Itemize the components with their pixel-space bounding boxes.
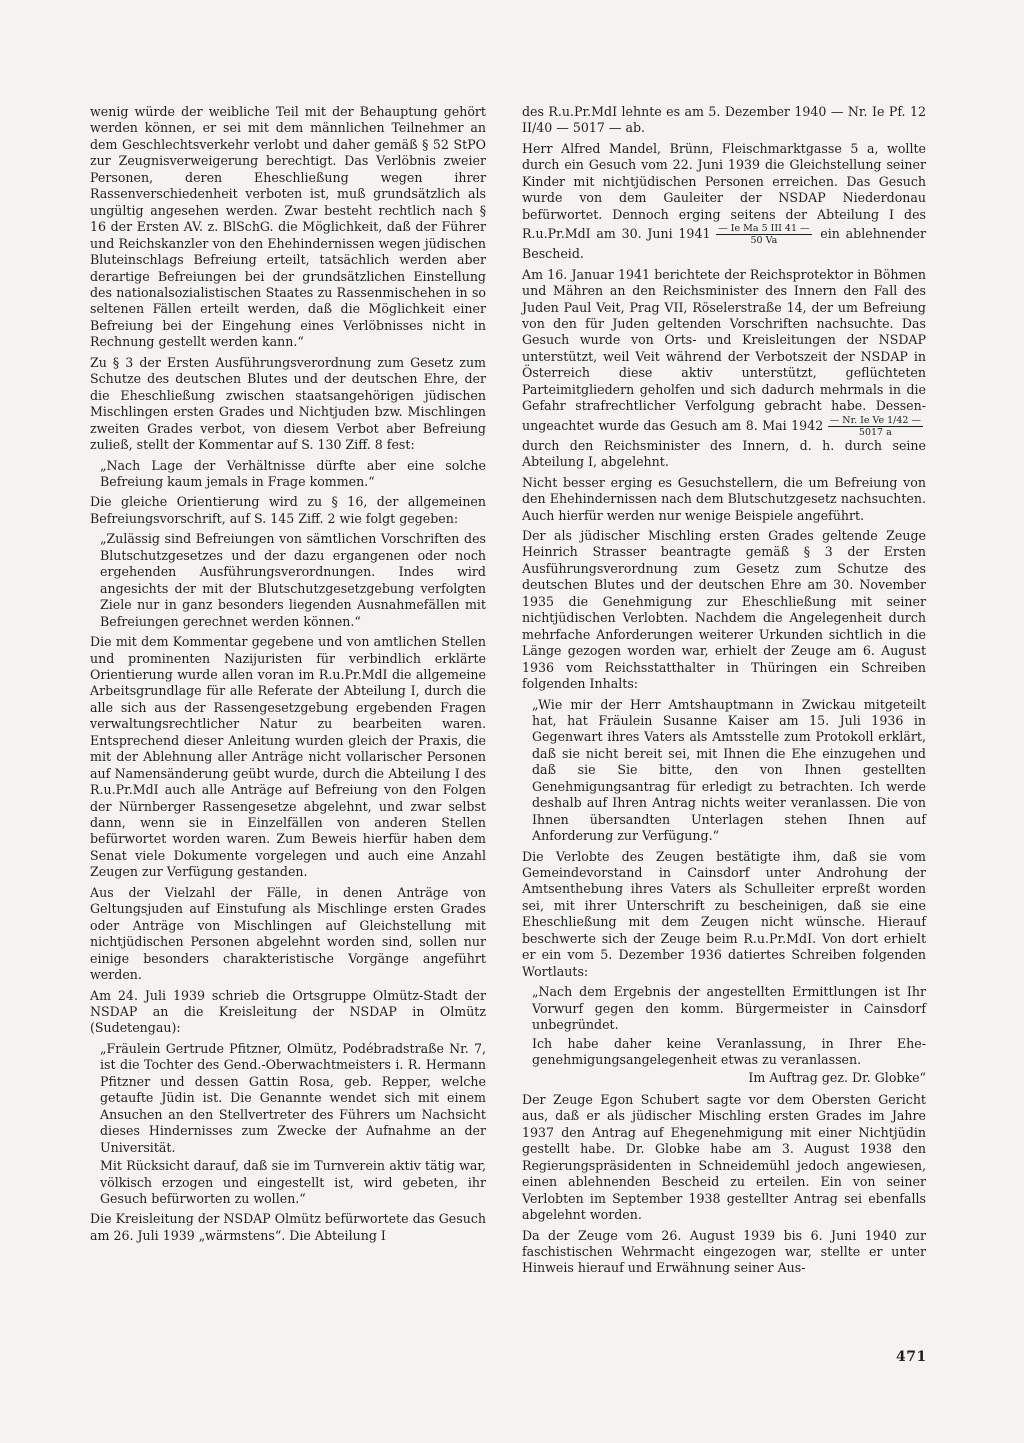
right-column bbox=[522, 104, 926, 1281]
quotation: Mit Rücksicht darauf, daß sie im Turnverein aktiv tätig war, völkisch erzogen und eingestellt ist, wird gebeten, ihr Gesuch befürworten zu wollen.“ bbox=[100, 1158, 486, 1206]
paragraph: Die gleiche Orientierung wird zu § 16, der allgemeinen Befreiungsvorschrift, auf S. 145 Ziff. 2 wie folgt gegeben: bbox=[90, 494, 486, 526]
paragraph: Der als jüdischer Mischling ersten Grades geltende Zeuge Heinrich Strasser beantragte gemäß § 3 der Ersten Ausführungsverordnung zum Gesetz zum Schutze des deutschen Blutes und der deutschen Ehre am 30. November 1935 die Genehmigung zur Eheschließung mit seiner nichtjüdischen Verlobten. Nachdem die Angelegenheit durch mehrfache Anforderungen weiterer Urkunden sichtlich in die Länge gezogen worden war, erhielt der Zeuge am 6. August 1936 vom Reichsstatthalter in Thüringen ein Schreiben folgenden Inhalts: bbox=[522, 527, 926, 692]
file-reference bbox=[828, 415, 923, 438]
quotation: „Wie mir der Herr Amtshauptmann in Zwickau mitgeteilt hat, hat Fräulein Susanne Kaiser am 15. Juli 1936 in Gegenwart ihres Vaters als Amtsstelle zum Protokoll erklärt, daß sie nicht bereit sei, mit Ihnen die Ehe einzugehen und daß sie Sie bitte, den von Ihnen gestellten Genehmigungsantrag für erledigt zu betrachten. Ich werde deshalb auf Ihren Antrag nichts weiter veranlassen. Die von Ihnen übersandten Unterlagen stehen Ihnen auf Anforderung zur Verfügung.“ bbox=[532, 696, 926, 844]
quotation: Ich habe daher keine Veranlassung, in Ihrer Ehegenehmigungsangelegenheit etwas zu veranlassen. bbox=[532, 1035, 926, 1068]
paragraph-text: Am 16. Januar 1941 berichtete der Reichsprotektor in Böhmen und Mähren an den Reichsminister des Innern den Fall des Juden Paul Veit, Prag VII, Röselerstraße 14, der um Befreiung von den für Juden geltenden Vorschriften nachsuchte. Das Gesuch wurde von Orts- und Kreisleitungen der NSDAP unterstützt, weil Veit während der Verbotszeit der NSDAP in Österreich diese aktiv unterstützt, geflüchteten Parteimitgliedern geholfen und sich dadurch mehrmals in die Gefahr strafrechtlicher Verfolgung gebracht habe. Dessenungeachtet wurde das Gesuch am 8. Mai 1942 bbox=[522, 266, 926, 433]
paragraph: Die mit dem Kommentar gegebene und von amtlichen Stellen und prominenten Nazijuristen für verbindlich erklärte Orientierung wurde allen voran im R.u.Pr.MdI die allgemeine Arbeitsgrundlage für alle Referate der Abteilung I, durch die alle sich aus der Rassengesetzgebung ergebenden Fragen verwaltungsrechtlicher Natur zu bearbeiten waren. Entsprechend dieser Anleitung wurden gleich der Praxis, die mit der Ablehnung aller Anträge nicht vollarischer Personen auf Namensänderung geübt wurde, durch die Abteilung I des R.u.Pr.MdI auch alle Anträge auf Befreiung von den Folgen der Nürnberger Rassengesetze abgelehnt, und zwar selbst dann, wenn sie in Einzelfällen von anderen Stellen befürwortet worden waren. Zum Beweis hierfür haben dem Senat viele Dokumente vorgelegen und auch eine Anzahl Zeugen zur Verfügung gestanden. bbox=[90, 634, 486, 880]
paragraph: Nicht besser erging es Gesuchstellern, die um Befreiung von den Ehehindernissen nach dem Blutschutzgesetz nachsuchten. Auch hierfür werden nur wenige Beispiele angeführt. bbox=[522, 474, 926, 523]
signature-line: Im Auftrag gez. Dr. Globke“ bbox=[748, 1070, 926, 1086]
paragraph: Da der Zeuge vom 26. August 1939 bis 6. Juni 1940 zur faschistischen Wehrmacht eingezogen war, stellte er unter Hinweis hierauf und Erwähnung seiner Aus- bbox=[522, 1227, 926, 1276]
paragraph-text: durch den Reichsminister des Innern, d. h. durch seine Abteilung I, abgelehnt. bbox=[522, 437, 926, 470]
paragraph bbox=[522, 267, 926, 471]
file-reference-suffix: 5017 a bbox=[858, 426, 892, 438]
paragraph: Die Verlobte des Zeugen bestätigte ihm, daß sie vom Gemeindevorstand in Cainsdorf unter Androhung der Amtsenthebung ihres Vaters als Schulleiter erpreßt worden sei, mit ihrer Unterschrift zu bescheinigen, daß sie eine Eheschließung mit dem Zeugen nicht wünsche. Hierauf beschwerte sich der Zeuge beim R.u.Pr.MdI. Von dort erhielt er ein vom 5. Dezember 1936 datiertes Schreiben folgenden Wortlauts: bbox=[522, 848, 926, 979]
paragraph: wenig würde der weibliche Teil mit der Behauptung gehört werden können, er sei mit dem männlichen Teilnehmer an dem Geschlechtsverkehr verlobt und daher gemäß § 52 StPO zur Zeugnisverweigerung berechtigt. Das Verlöbnis zweier Personen, deren Eheschließung wegen ihrer Rassenverschiedenheit verboten ist, muß grundsätzlich als ungültig angesehen werden. Zwar besteht rechtlich nach § 16 der Ersten AV. z. BlSchG. die Möglichkeit, daß der Führer und Reichskanzler von den Ehehindernissen wegen jüdischen Bluteinschlags Befreiung erteilt, tatsächlich werden aber derartige Befreiungen bei der grundsätzlichen Einstellung des nationalsozialistischen Staates zu Rassenmischehen in so seltenen Fällen erteilt werden, daß die Möglichkeit einer Befreiung bei der Eingehung eines Verlöbnisses nicht in Rechnung gestellt werden kann.“ bbox=[90, 104, 486, 350]
paragraph-text: ein ablehnender Bescheid. bbox=[522, 226, 927, 262]
paragraph bbox=[522, 141, 926, 263]
paragraph-text: Herr Alfred Mandel, Brünn, Fleischmarktgasse 5 a, wollte durch ein Gesuch vom 22. Juni 1939 die Gleichstellung seiner Kinder mit nichtjüdischen Personen erreichen. Das Gesuch wurde von dem Gauleiter der NSDAP Niederdonau befürwortet. Dennoch erging seitens der Abteilung I des R.u.Pr.MdI am 30. Juni 1941 bbox=[522, 140, 926, 242]
paragraph: Die Kreisleitung der NSDAP Olmütz befürwortete das Gesuch am 26. Juli 1939 „wärmstens“. Die Abteilung I bbox=[90, 1211, 486, 1243]
left-column bbox=[90, 104, 486, 1248]
file-reference-suffix: 50 Va bbox=[750, 235, 778, 247]
quotation: „Fräulein Gertrude Pfitzner, Olmütz, Podébradstraße Nr. 7, ist die Tochter des Gend.-Oberwachtmeisters i. R. Hermann Pfitzner und dessen Gattin Rosa, geb. Repper, welche getaufte Jüdin ist. Die Genannte wendet sich mit einem Ansuchen an den Stellvertreter des Führers um Nachsicht dieses Hindernisses zum Zwecke der Aufnahme an der Universität. bbox=[100, 1040, 486, 1155]
quotation: „Nach dem Ergebnis der angestellten Ermittlungen ist Ihr Vorwurf gegen den komm. Bürgermeister in Cainsdorf unbegründet. bbox=[532, 984, 926, 1033]
paragraph: des R.u.Pr.MdI lehnte es am 5. Dezember 1940 — Nr. Ie Pf. 12 II/40 — 5017 — ab. bbox=[522, 104, 926, 136]
quotation: „Zulässig sind Befreiungen von sämtlichen Vorschriften des Blutschutzgesetzes und der dazu ergangenen oder noch ergehenden Ausführungsverordnungen. Indes wird angesichts der mit der Blutschutzgesetzgebung verfolgten Ziele nur in ganz besonders liegenden Ausnahmefällen mit Befreiungen gerechnet werden können.“ bbox=[100, 531, 486, 629]
paragraph: Der Zeuge Egon Schubert sagte vor dem Obersten Gericht aus, daß er als jüdischer Mischling ersten Grades im Jahre 1937 den Antrag auf Ehegenehmigung mit einer Nichtjüdin gestellt habe. Dr. Globke habe am 3. August 1938 den Regierungspräsidenten in Schneidemühl jedoch angewiesen, einen ablehnenden Bescheid zu erteilen. Ein von seiner Verlobten im September 1938 gestellter Antrag sei ebenfalls abgelehnt worden. bbox=[522, 1091, 926, 1223]
quotation: „Nach Lage der Verhältnisse dürfte aber eine solche Befreiung kaum jemals in Frage kommen.“ bbox=[100, 457, 486, 489]
page-number: 471 bbox=[896, 1349, 927, 1365]
file-reference-number: — Nr. Ie Ve 1/42 — bbox=[829, 414, 921, 426]
file-reference bbox=[716, 223, 811, 246]
paragraph: Aus der Vielzahl der Fälle, in denen Anträge von Geltungsjuden auf Einstufung als Mischlinge ersten Grades oder Anträge von Mischlingen auf Gleichstellung mit nichtjüdischen Personen abgelehnt worden sind, sollen nur einige besonders charakteristische Vorgänge angeführt werden. bbox=[90, 884, 486, 983]
file-reference-number: — Ie Ma 5 III 41 — bbox=[718, 223, 810, 235]
paragraph: Zu § 3 der Ersten Ausführungsverordnung zum Gesetz zum Schutze des deutschen Blutes und der deutschen Ehre, der die Eheschließung zwischen staatsangehörigen jüdischen Mischlingen ersten Grades und Nichtjuden bzw. Mischlingen zweiten Grades verbot, von diesem Verbot aber Befreiung zuließ, stellt der Kommentar auf S. 130 Ziff. 8 fest: bbox=[90, 354, 486, 453]
paragraph: Am 24. Juli 1939 schrieb die Ortsgruppe Olmütz-Stadt der NSDAP an die Kreisleitung der NSDAP in Olmütz (Sudetengau): bbox=[90, 987, 486, 1036]
